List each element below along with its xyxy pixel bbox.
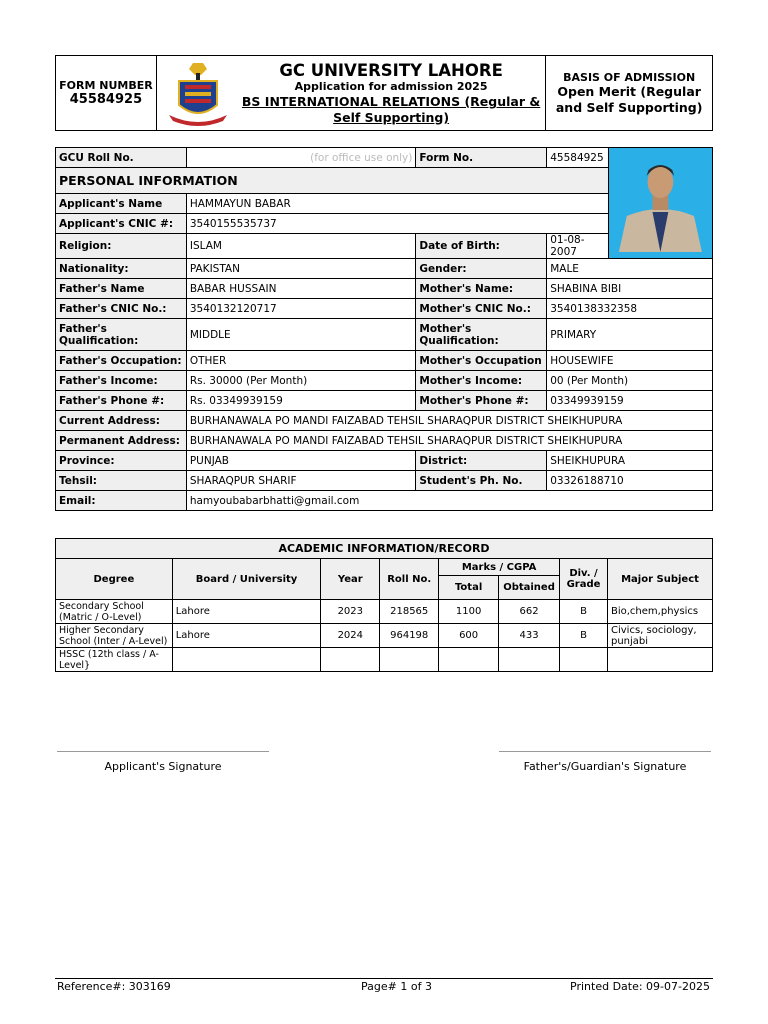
row-total — [439, 648, 499, 672]
row-div: B — [560, 624, 608, 648]
mother-occupation-value: HOUSEWIFE — [547, 351, 713, 371]
gcu-roll-label: GCU Roll No. — [56, 148, 187, 168]
father-income-label: Father's Income: — [56, 371, 187, 391]
row-obtained: 433 — [499, 624, 560, 648]
father-cnic-label: Father's CNIC No.: — [56, 299, 187, 319]
email-label: Email: — [56, 491, 187, 511]
col-board: Board / University — [172, 559, 321, 600]
row-roll: 218565 — [380, 600, 439, 624]
mother-occupation-label: Mother's Occupation — [416, 351, 547, 371]
district-label: District: — [416, 451, 547, 471]
mother-cnic-value: 3540138332358 — [547, 299, 713, 319]
row-year: 2023 — [321, 600, 380, 624]
col-div: Div. / Grade — [560, 559, 608, 600]
row-year: 2024 — [321, 624, 380, 648]
guardian-signature-label: Father's/Guardian's Signature — [523, 760, 687, 773]
mother-phone-label: Mother's Phone #: — [416, 391, 547, 411]
academic-heading: ACADEMIC INFORMATION/RECORD — [56, 539, 713, 559]
dob-value: 01-08-2007 — [547, 234, 609, 259]
row-board: Lahore — [172, 600, 321, 624]
form-no-label: Form No. — [416, 148, 547, 168]
footer-divider — [55, 978, 713, 979]
row-board: Lahore — [172, 624, 321, 648]
permanent-address-label: Permanent Address: — [56, 431, 187, 451]
father-cnic-value: 3540132120717 — [186, 299, 416, 319]
row-board — [172, 648, 321, 672]
row-obtained — [499, 648, 560, 672]
row-roll — [380, 648, 439, 672]
applicant-name-value: HAMMAYUN BABAR — [186, 194, 608, 214]
row-major — [608, 648, 713, 672]
religion-label: Religion: — [56, 234, 187, 259]
mother-qualification-value: PRIMARY — [547, 319, 713, 351]
col-year: Year — [321, 559, 380, 600]
university-crest-icon — [163, 59, 233, 129]
form-no-value: 45584925 — [547, 148, 609, 168]
col-major: Major Subject — [608, 559, 713, 600]
cnic-value: 3540155535737 — [186, 214, 608, 234]
father-name-value: BABAR HUSSAIN — [186, 279, 416, 299]
student-phone-value: 03326188710 — [547, 471, 713, 491]
university-name: GC UNIVERSITY LAHORE — [279, 61, 503, 80]
row-major: Civics, sociology, punjabi — [608, 624, 713, 648]
applicant-signature-label: Applicant's Signature — [104, 760, 222, 773]
nationality-value: PAKISTAN — [186, 259, 416, 279]
row-major: Bio,chem,physics — [608, 600, 713, 624]
personal-info-table — [55, 147, 713, 511]
current-address-label: Current Address: — [56, 411, 187, 431]
page-number: Page# 1 of 3 — [361, 980, 432, 993]
table-row — [56, 648, 713, 672]
col-marks: Marks / CGPA — [439, 559, 560, 576]
district-value: SHEIKHUPURA — [547, 451, 713, 471]
row-degree: HSSC (12th class / A-Level} — [56, 648, 173, 672]
table-row — [56, 624, 713, 648]
mother-income-label: Mother's Income: — [416, 371, 547, 391]
form-number-label: FORM NUMBER — [59, 79, 153, 92]
gender-value: MALE — [547, 259, 713, 279]
application-title: Application for admission 2025 — [294, 80, 488, 93]
academic-table — [55, 538, 713, 672]
mother-name-label: Mother's Name: — [416, 279, 547, 299]
row-div: B — [560, 600, 608, 624]
col-roll: Roll No. — [380, 559, 439, 600]
row-div — [560, 648, 608, 672]
row-total: 600 — [439, 624, 499, 648]
father-qualification-label: Father's Qualification: — [56, 319, 187, 351]
province-value: PUNJAB — [186, 451, 416, 471]
form-number-box — [56, 56, 157, 131]
permanent-address-value: BURHANAWALA PO MANDI FAIZABAD TEHSIL SHARAQPUR DISTRICT SHEIKHUPURA — [186, 431, 712, 451]
col-obtained: Obtained — [499, 576, 560, 600]
father-name-label: Father's Name — [56, 279, 187, 299]
father-income-value: Rs. 30000 (Per Month) — [186, 371, 416, 391]
gcu-roll-field: (for office use only) — [186, 148, 416, 168]
applicant-photo — [609, 148, 713, 259]
row-year — [321, 648, 380, 672]
father-occupation-label: Father's Occupation: — [56, 351, 187, 371]
email-value: hamyoubabarbhatti@gmail.com — [186, 491, 712, 511]
mother-qualification-label: Mother's Qualification: — [416, 319, 547, 351]
program-name: BS INTERNATIONAL RELATIONS (Regular & Self Supporting) — [241, 94, 541, 125]
tehsil-label: Tehsil: — [56, 471, 187, 491]
basis-label: BASIS OF ADMISSION — [563, 70, 696, 84]
applicant-portrait-icon — [609, 152, 712, 252]
col-total: Total — [439, 576, 499, 600]
mother-cnic-label: Mother's CNIC No.: — [416, 299, 547, 319]
student-phone-label: Student's Ph. No. — [416, 471, 547, 491]
mother-name-value: SHABINA BIBI — [547, 279, 713, 299]
table-row — [56, 600, 713, 624]
row-total: 1100 — [439, 600, 499, 624]
form-number-value: 45584925 — [69, 92, 143, 107]
basis-box — [546, 56, 713, 131]
basis-value: Open Merit (Regular and Self Supporting) — [555, 83, 703, 115]
reference-number: Reference#: 303169 — [57, 980, 171, 993]
tehsil-value: SHARAQPUR SHARIF — [186, 471, 416, 491]
current-address-value: BURHANAWALA PO MANDI FAIZABAD TEHSIL SHARAQPUR DISTRICT SHEIKHUPURA — [186, 411, 712, 431]
row-degree: Secondary School (Matric / O-Level) — [56, 600, 173, 624]
cnic-label: Applicant's CNIC #: — [56, 214, 187, 234]
father-phone-value: Rs. 03349939159 — [186, 391, 416, 411]
province-label: Province: — [56, 451, 187, 471]
father-occupation-value: OTHER — [186, 351, 416, 371]
personal-info-heading: PERSONAL INFORMATION — [56, 168, 609, 194]
gender-label: Gender: — [416, 259, 547, 279]
mother-phone-value: 03349939159 — [547, 391, 713, 411]
religion-value: ISLAM — [186, 234, 416, 259]
applicant-signature-line — [57, 751, 269, 752]
dob-label: Date of Birth: — [416, 234, 547, 259]
title-box — [156, 56, 545, 131]
col-degree: Degree — [56, 559, 173, 600]
row-roll: 964198 — [380, 624, 439, 648]
mother-income-value: 00 (Per Month) — [547, 371, 713, 391]
row-obtained: 662 — [499, 600, 560, 624]
applicant-name-label: Applicant's Name — [56, 194, 187, 214]
guardian-signature-line — [499, 751, 711, 752]
header-table — [55, 55, 713, 131]
father-phone-label: Father's Phone #: — [56, 391, 187, 411]
nationality-label: Nationality: — [56, 259, 187, 279]
father-qualification-value: MIDDLE — [186, 319, 416, 351]
printed-date: Printed Date: 09-07-2025 — [570, 980, 710, 993]
row-degree: Higher Secondary School (Inter / A-Level) — [56, 624, 173, 648]
